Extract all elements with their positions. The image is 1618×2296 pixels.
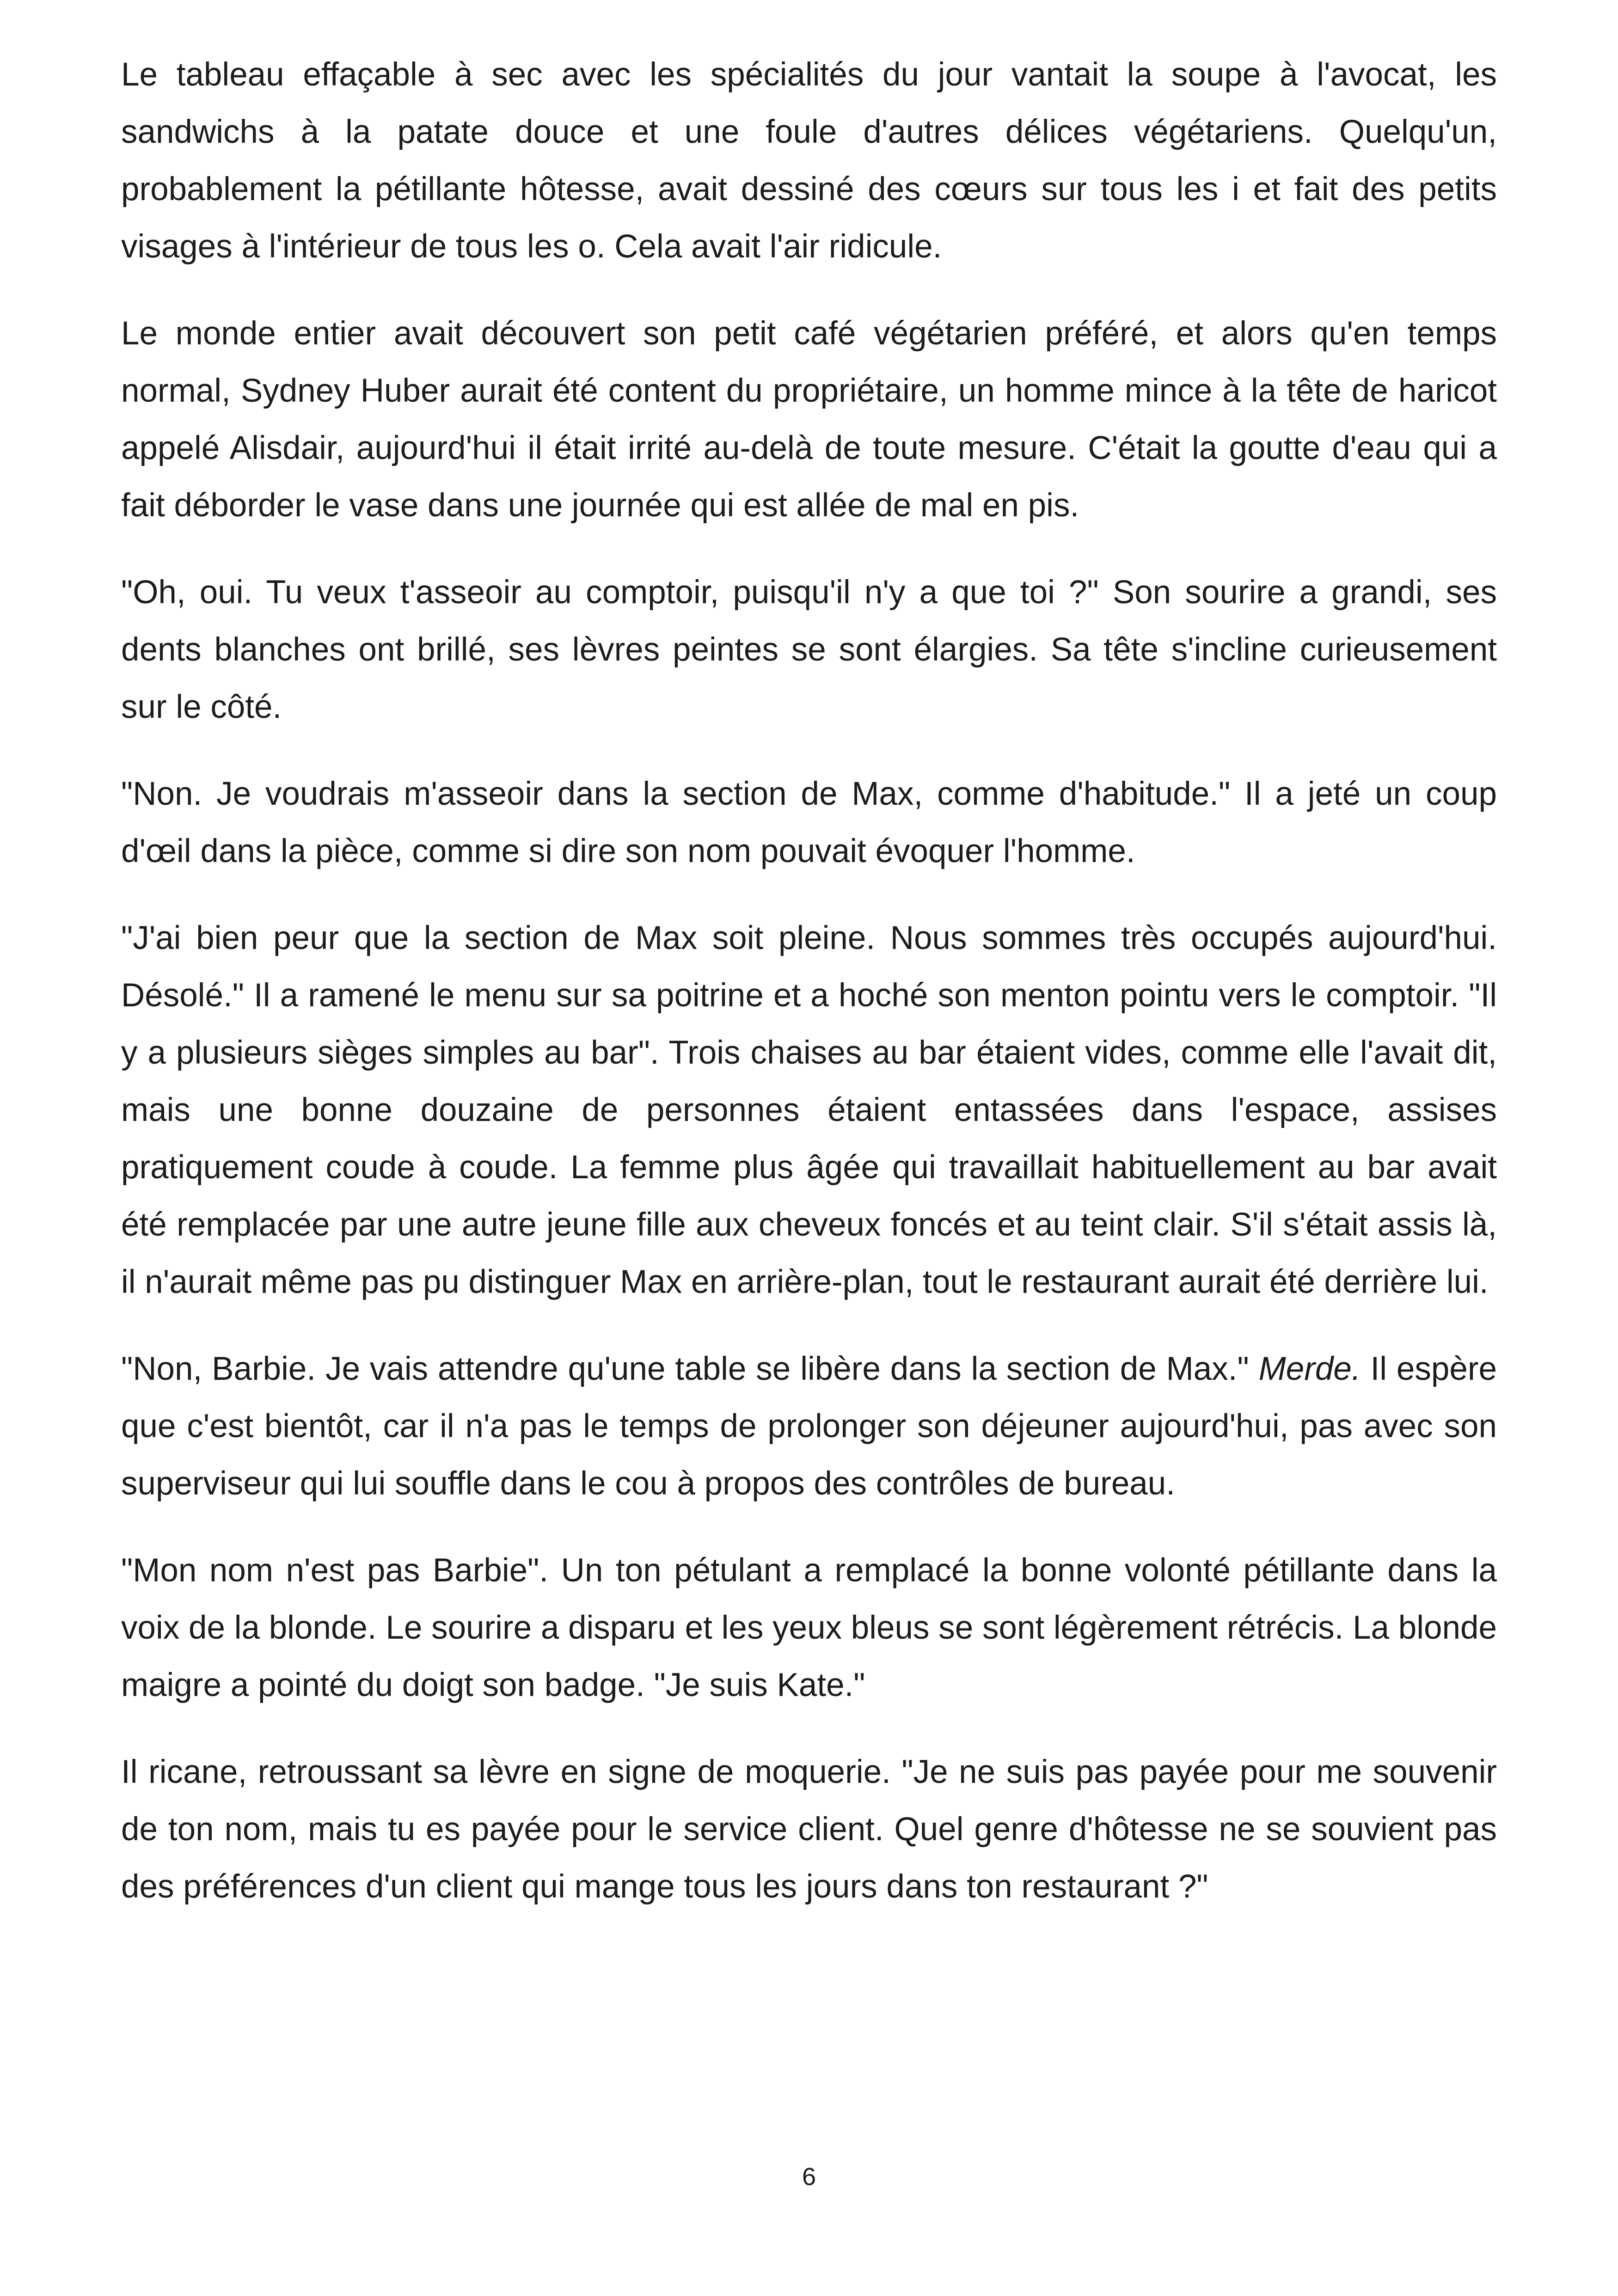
paragraph: "Mon nom n'est pas Barbie". Un ton pétulant a remplacé la bonne volonté pétillante dans la voix de la blonde. Le sourire a disparu et les yeux bleus se sont légèrement rétrécis. La blonde maigre a pointé du doigt son badge. "Je suis Kate.": [121, 1552, 1497, 1703]
paragraph: [121, 1341, 1497, 1512]
paragraph: "Non. Je voudrais m'asseoir dans la section de Max, comme d'habitude." Il a jeté un coup d'œil dans la pièce, comme si dire son nom pouvait évoquer l'homme.: [121, 776, 1497, 869]
paragraph-text: Il espère que c'est bientôt, car il n'a pas le temps de prolonger son déjeuner aujourd'hui, pas avec son superviseur qui lui souffle dans le cou à propos des contrôles de bureau.: [121, 1351, 1497, 1502]
paragraph: Il ricane, retroussant sa lèvre en signe de moquerie. "Je ne suis pas payée pour me souvenir de ton nom, mais tu es payée pour le service client. Quel genre d'hôtesse ne se souvient pas des préférences d'un client qui mange tous les jours dans ton restaurant ?": [121, 1754, 1497, 1905]
italic-text: Merde.: [1258, 1351, 1361, 1387]
paragraph: Le monde entier avait découvert son petit café végétarien préféré, et alors qu'en temps normal, Sydney Huber aurait été content du propriétaire, un homme mince à la tête de haricot appelé Alisdair, aujourd'hui il était irrité au-delà de toute mesure. C'était la goutte d'eau qui a fait déborder le vase dans une journée qui est allée de mal en pis.: [121, 315, 1497, 524]
paragraph: Le tableau effaçable à sec avec les spécialités du jour vantait la soupe à l'avocat, les sandwichs à la patate douce et une foule d'autres délices végétariens. Quelqu'un, probablement la pétillante hôtesse, avait dessiné des cœurs sur tous les i et fait des petits visages à l'intérieur de tous les o. Cela avait l'air ridicule.: [121, 56, 1497, 265]
page-number: 6: [802, 2163, 816, 2191]
paragraph-text: "Non, Barbie. Je vais attendre qu'une table se libère dans la section de Max.": [121, 1351, 1259, 1387]
paragraph: "Oh, oui. Tu veux t'asseoir au comptoir, puisqu'il n'y a que toi ?" Son sourire a grandi, ses dents blanches ont brillé, ses lèvres peintes se sont élargies. Sa tête s'incline curieusement sur le côté.: [121, 574, 1497, 725]
body-text: [121, 46, 1497, 1945]
paragraph: "J'ai bien peur que la section de Max soit pleine. Nous sommes très occupés aujourd'hui. Désolé." Il a ramené le menu sur sa poitrine et a hoché son menton pointu vers le comptoir. "Il y a plusieurs sièges simples au bar". Trois chaises au bar étaient vides, comme elle l'avait dit, mais une bonne douzaine de personnes étaient entassées dans l'espace, assises pratiquement coude à coude. La femme plus âgée qui travaillait habituellement au bar avait été remplacée par une autre jeune fille aux cheveux foncés et au teint clair. S'il s'était assis là, il n'aurait même pas pu distinguer Max en arrière-plan, tout le restaurant aurait été derrière lui.: [121, 920, 1497, 1300]
